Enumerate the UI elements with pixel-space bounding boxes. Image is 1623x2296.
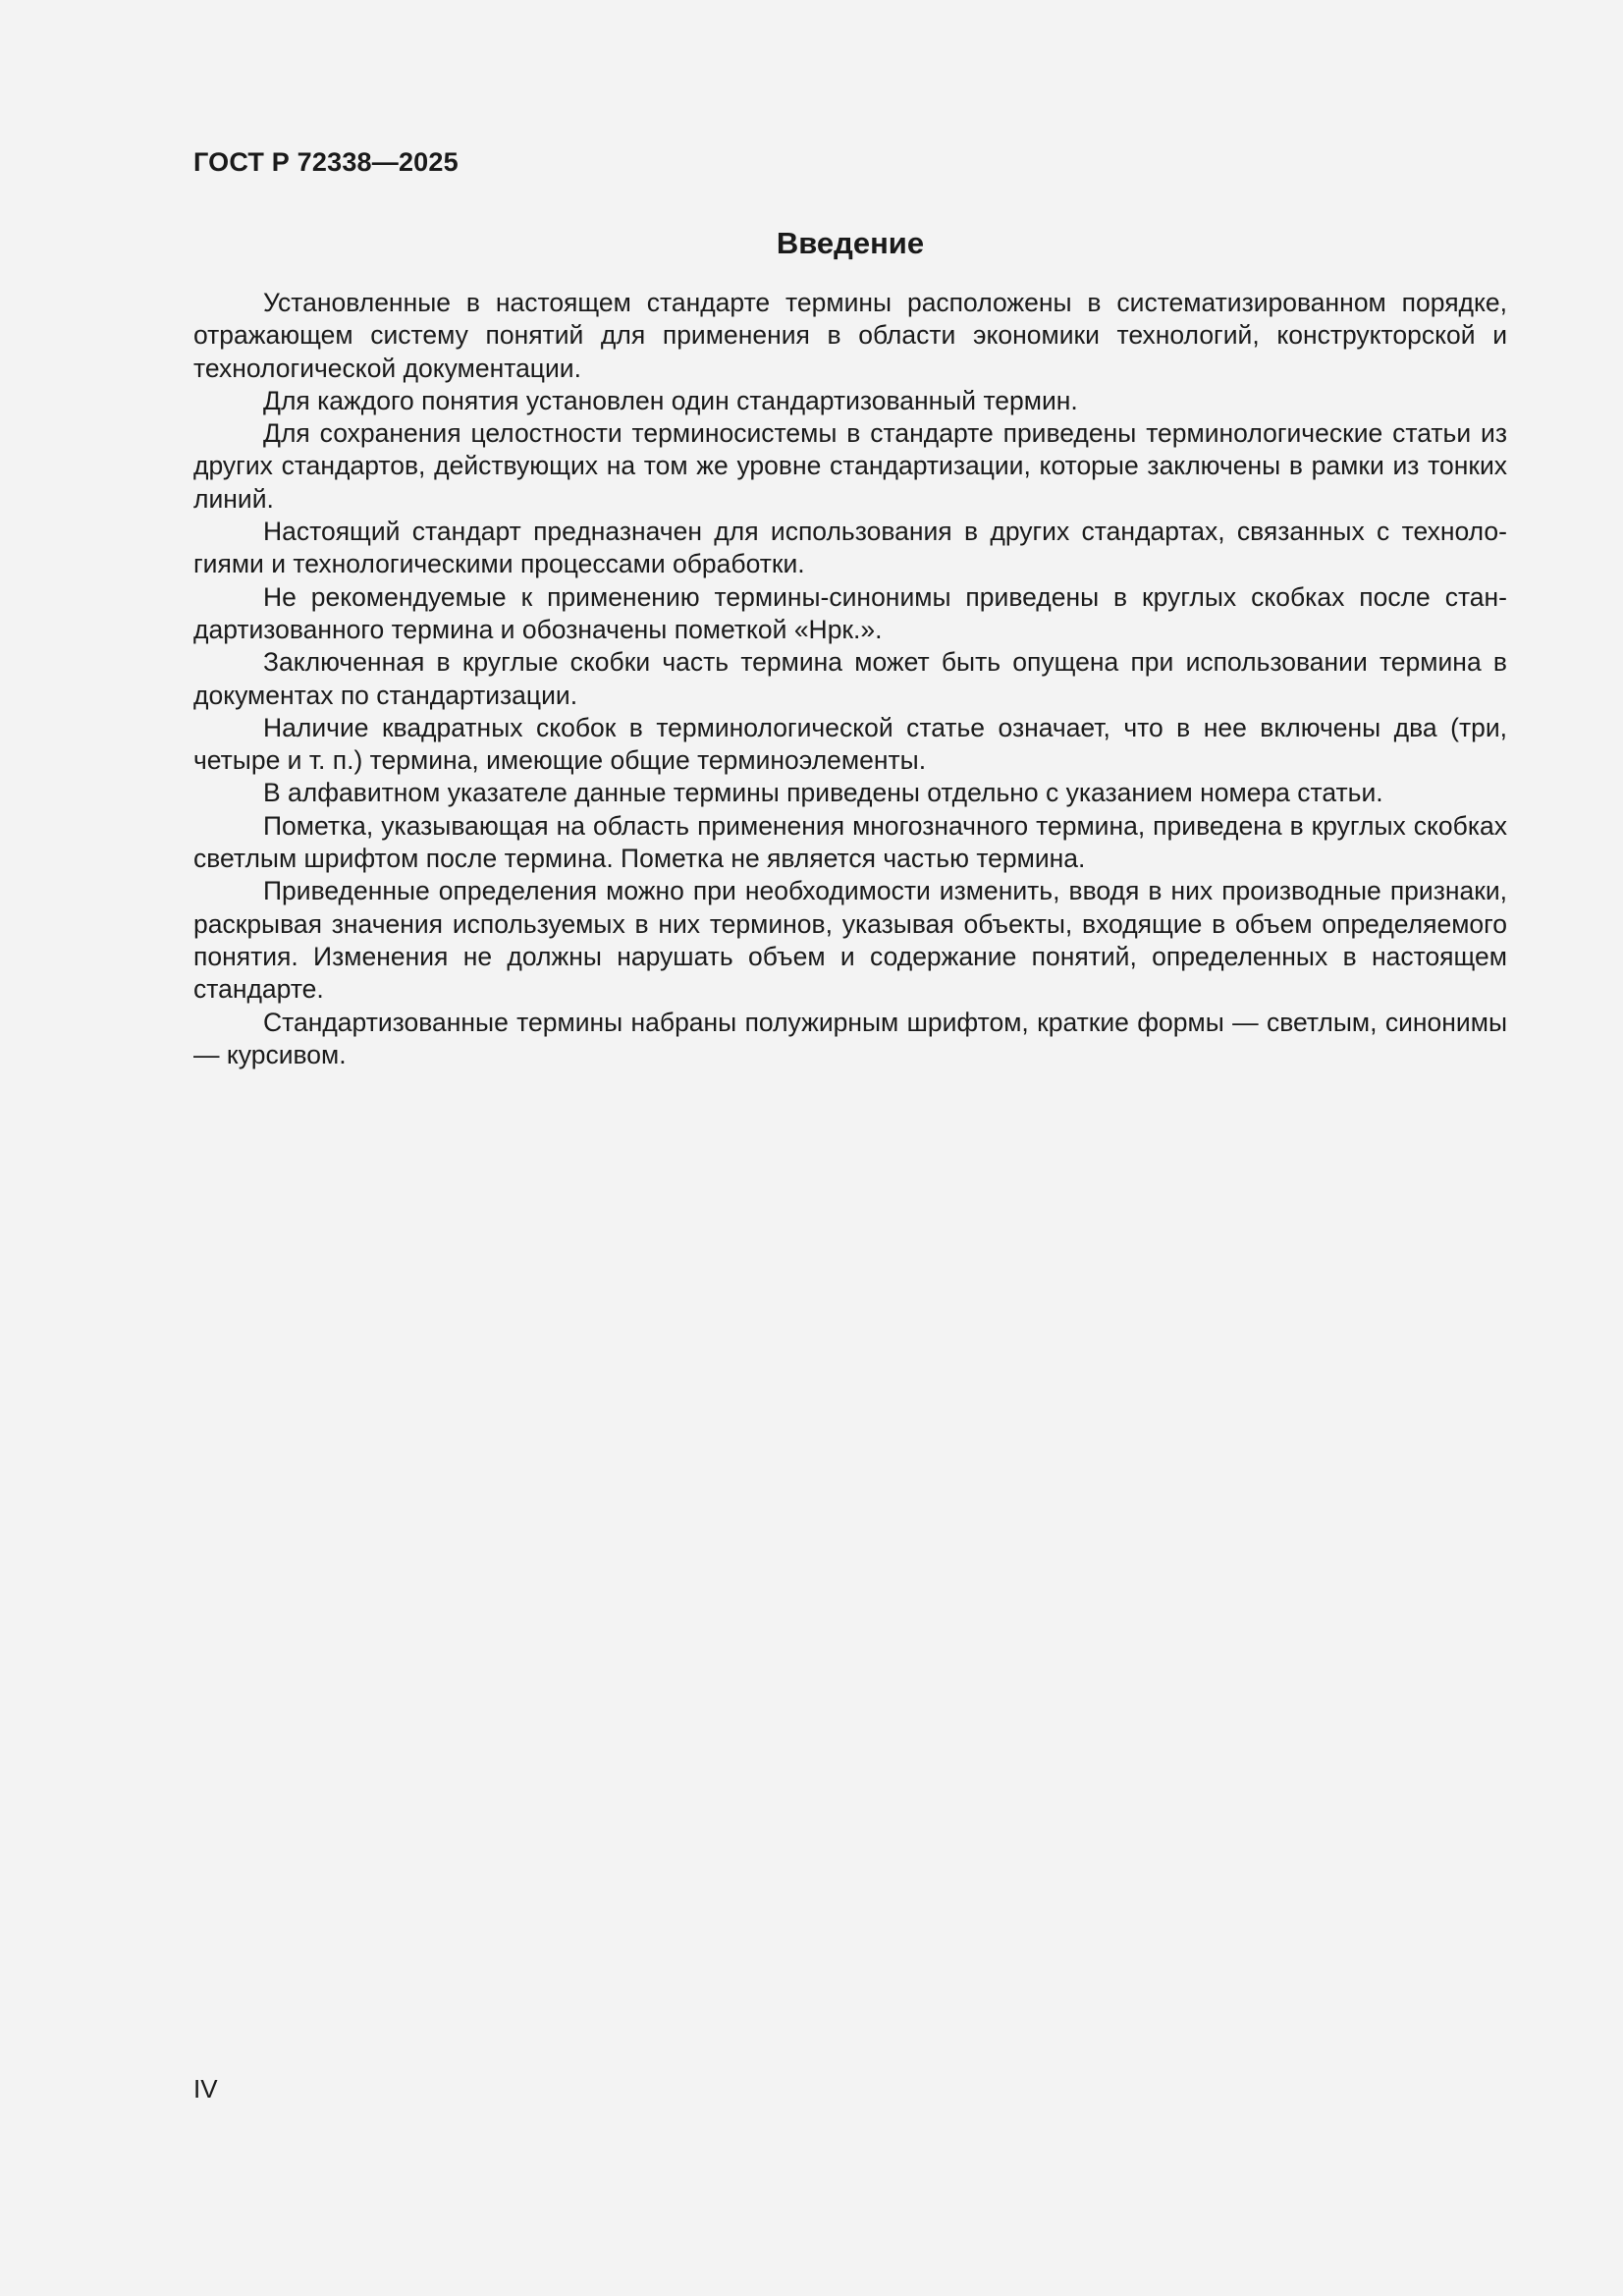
page-number: IV (193, 2074, 218, 2104)
paragraph: Наличие квадратных скобок в терминологической статье означает, что в нее включены два (три, четыре и т. п.) термина, имеющие общие терминоэлементы. (193, 712, 1507, 776)
paragraph: В алфавитном указателе данные термины приведены отдельно с указанием номера статьи. (263, 778, 1383, 808)
paragraph: Стандартизованные термины набраны полужирным шрифтом, краткие формы — светлым, синонимы — курсивом. (193, 1007, 1507, 1069)
paragraph: Не рекомендуемые к применению термины-синонимы приведены в круглых скобках после стандартизованного термина и обозначены пометкой «Нрк.». (193, 581, 1507, 644)
paragraph: Установленные в настоящем стандарте термины расположены в систематизированном порядке, отражающем систему понятий для применения в области экономики технологий, конструкторской и технологической документации. (193, 288, 1507, 383)
paragraph: Заключенная в круглые скобки часть термина может быть опущена при использовании термина в документах по стандартизации. (193, 647, 1507, 710)
paragraph: Настоящий стандарт предназначен для использования в других стандартах, связанных с технологиями и технологическими процессами обработки. (193, 517, 1507, 579)
section-title: Введение (776, 226, 925, 260)
paragraph: Для сохранения целостности терминосистемы в стандарте приведены терминологические статьи из других стандартов, действующих на том же уровне стандартизации, которые заключены в рамки из тонких линий. (193, 418, 1507, 514)
paragraph: Приведенные определения можно при необходимости изменить, вводя в них производные признаки, раскрывая значения используемых в них терминов, указывая объекты, входящие в объем определяемого понятия. Изменения не должны нарушать объем и содержание понятий, определенных в настоящем стандарте. (193, 876, 1507, 1005)
paragraph: Для каждого понятия установлен один стандартизованный термин. (263, 385, 1078, 415)
introduction-body (193, 287, 1507, 1071)
standard-id-header: ГОСТ Р 72338—2025 (193, 147, 459, 177)
paragraph: Пометка, указывающая на область применения многозначного термина, приведена в круглых скобках светлым шрифтом после термина. Пометка не является частью термина. (193, 810, 1507, 874)
